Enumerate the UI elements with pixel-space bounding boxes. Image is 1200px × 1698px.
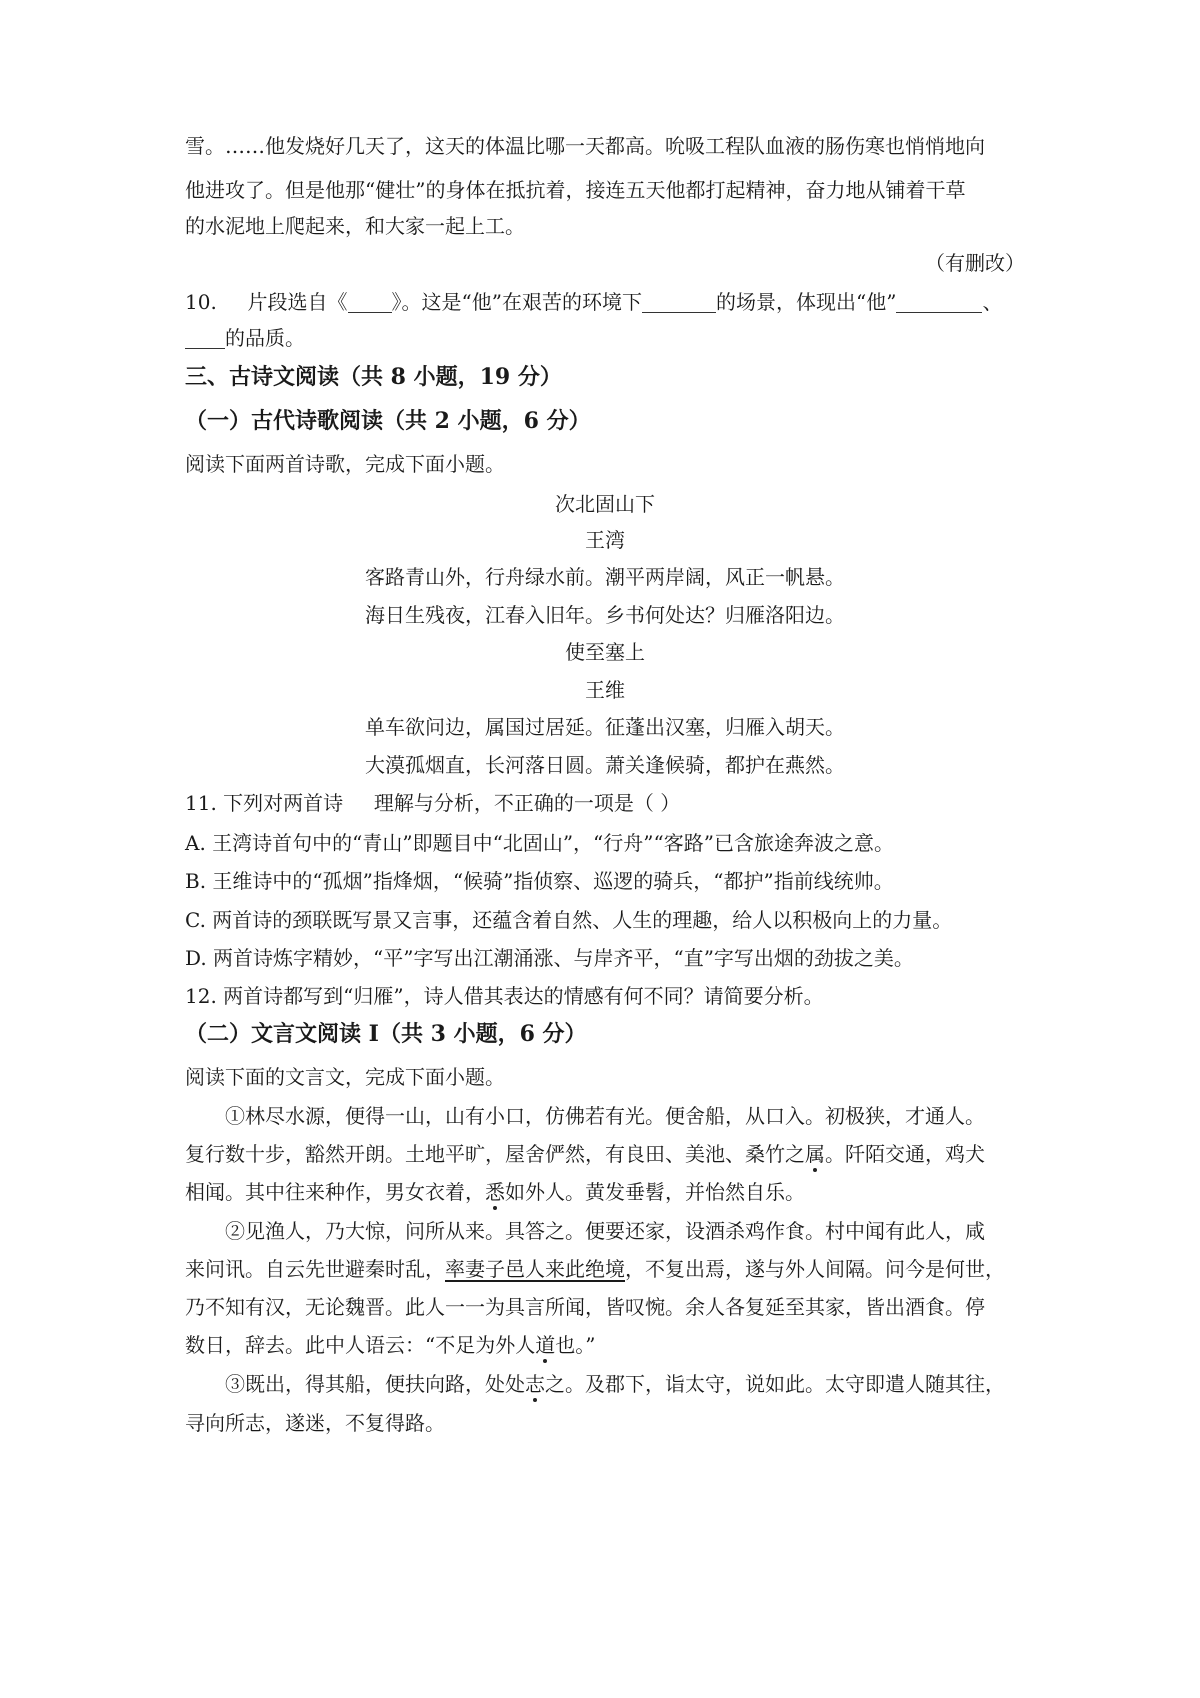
paragraph-3-line: 寻向所志，遂迷，不复得路。 bbox=[185, 1411, 445, 1435]
paragraph-1-line: ①林尽水源，便得一山，山有小口，仿佛若有光。便舍船，从口入。初极狭，才通人。 bbox=[225, 1104, 985, 1128]
emphasis-char: 属 bbox=[805, 1142, 825, 1166]
poem-line: 单车欲问边，属国过居延。征蓬出汉塞，归雁入胡天。 bbox=[365, 715, 845, 739]
paragraph-1-line: 复行数十步，豁然开朗。土地平旷，屋舍俨然，有良田、美池、桑竹之属。阡陌交通，鸡犬 bbox=[185, 1142, 985, 1166]
answer-blank-quality-1[interactable] bbox=[896, 290, 982, 313]
question-10-cont bbox=[185, 323, 1025, 353]
story-line-3: 的水泥地上爬起来，和大家一起上工。 bbox=[185, 214, 525, 238]
underlined-sentence: 率妻子邑人来此绝境 bbox=[445, 1257, 625, 1281]
option-b: B. 王维诗中的“孤烟”指烽烟，“候骑”指侦察、巡逻的骑兵，“都护”指前线统帅。 bbox=[185, 869, 894, 893]
answer-blank-scene[interactable] bbox=[642, 290, 716, 313]
source-note: （有删改） bbox=[925, 251, 1025, 275]
question-text: 、 bbox=[982, 290, 1003, 314]
paragraph-2-line: ②见渔人，乃大惊，问所从来。具答之。便要还家，设酒杀鸡作食。村中闻有此人，咸 bbox=[225, 1219, 985, 1243]
paragraph-2-line: 来问讯。自云先世避秦时乱，率妻子邑人来此绝境，不复出焉，遂与外人间隔。问今是何世， bbox=[185, 1257, 1005, 1281]
paragraph-1-line: 相闻。其中往来种作，男女衣着，悉如外人。黄发垂髫，并怡然自乐。 bbox=[185, 1180, 805, 1204]
subsection-heading-poetry: （一）古代诗歌阅读（共 2 小题，6 分） bbox=[185, 408, 591, 434]
question-text: 的场景，体现出“他” bbox=[715, 290, 897, 314]
question-11 bbox=[185, 788, 1025, 818]
emphasis-char: 志 bbox=[525, 1372, 545, 1396]
question-text: 11. 下列对两首诗 bbox=[185, 791, 344, 815]
poem-line: 海日生残夜，江春入旧年。乡书何处达？归雁洛阳边。 bbox=[365, 603, 845, 627]
question-text: 理解与分析，不正确的一项是（ ） bbox=[373, 791, 681, 815]
poem-title: 使至塞上 bbox=[565, 640, 645, 664]
subsection-heading-classical: （二）文言文阅读 I（共 3 小题，6 分） bbox=[185, 1021, 587, 1047]
poem-title: 次北固山下 bbox=[555, 492, 655, 516]
story-line-2: 他进攻了。但是他那“健壮”的身体在抵抗着，接连五天他都打起精神，奋力地从铺着干草 bbox=[185, 178, 966, 202]
poetry-instruction: 阅读下面两首诗歌，完成下面小题。 bbox=[185, 452, 505, 476]
story-line-1: 雪。……他发烧好几天了，这天的体温比哪一天都高。吮吸工程队血液的肠伤寒也悄悄地向 bbox=[185, 134, 985, 158]
poem-author: 王湾 bbox=[585, 528, 625, 552]
poem-line: 客路青山外，行舟绿水前。潮平两岸阔，风正一帆悬。 bbox=[365, 565, 845, 589]
question-12: 12. 两首诗都写到“归雁”，诗人借其表达的情感有何不同？请简要分析。 bbox=[185, 984, 824, 1008]
poem-author: 王维 bbox=[585, 678, 625, 702]
question-text: 片段选自《 bbox=[247, 290, 348, 314]
question-number: 10. bbox=[185, 290, 217, 314]
paragraph-2-line: 乃不知有汉，无论魏晋。此人一一为具言所闻，皆叹惋。余人各复延至其家，皆出酒食。停 bbox=[185, 1295, 985, 1319]
option-d: D. 两首诗炼字精妙，“平”字写出江潮涌涨、与岸齐平，“直”字写出烟的劲拔之美。 bbox=[185, 946, 914, 970]
question-text: 的品质。 bbox=[225, 326, 305, 350]
emphasis-char: 悉 bbox=[485, 1180, 505, 1204]
option-a: A. 王湾诗首句中的“青山”即题目中“北固山”，“行舟”“客路”已含旅途奔波之意。 bbox=[185, 831, 894, 855]
classical-instruction: 阅读下面的文言文，完成下面小题。 bbox=[185, 1065, 505, 1089]
section-title: 三、古诗文阅读（共 8 小题，19 分） bbox=[185, 364, 562, 390]
answer-blank-book[interactable] bbox=[348, 290, 392, 313]
answer-blank-quality-2[interactable] bbox=[185, 326, 225, 349]
emphasis-char: 道 bbox=[535, 1333, 556, 1357]
question-text: 》。这是“他”在艰苦的环境下 bbox=[391, 290, 642, 314]
poem-line: 大漠孤烟直，长河落日圆。萧关逢候骑，都护在燕然。 bbox=[365, 753, 845, 777]
paragraph-3-line: ③既出，得其船，便扶向路，处处志之。及郡下，诣太守，说如此。太守即遣人随其往， bbox=[225, 1372, 1005, 1396]
option-c: C. 两首诗的颈联既写景又言事，还蕴含着自然、人生的理趣，给人以积极向上的力量。 bbox=[185, 908, 953, 932]
paragraph-2-line: 数日，辞去。此中人语云：“不足为外人道也。” bbox=[185, 1333, 596, 1357]
question-10 bbox=[185, 287, 1025, 317]
